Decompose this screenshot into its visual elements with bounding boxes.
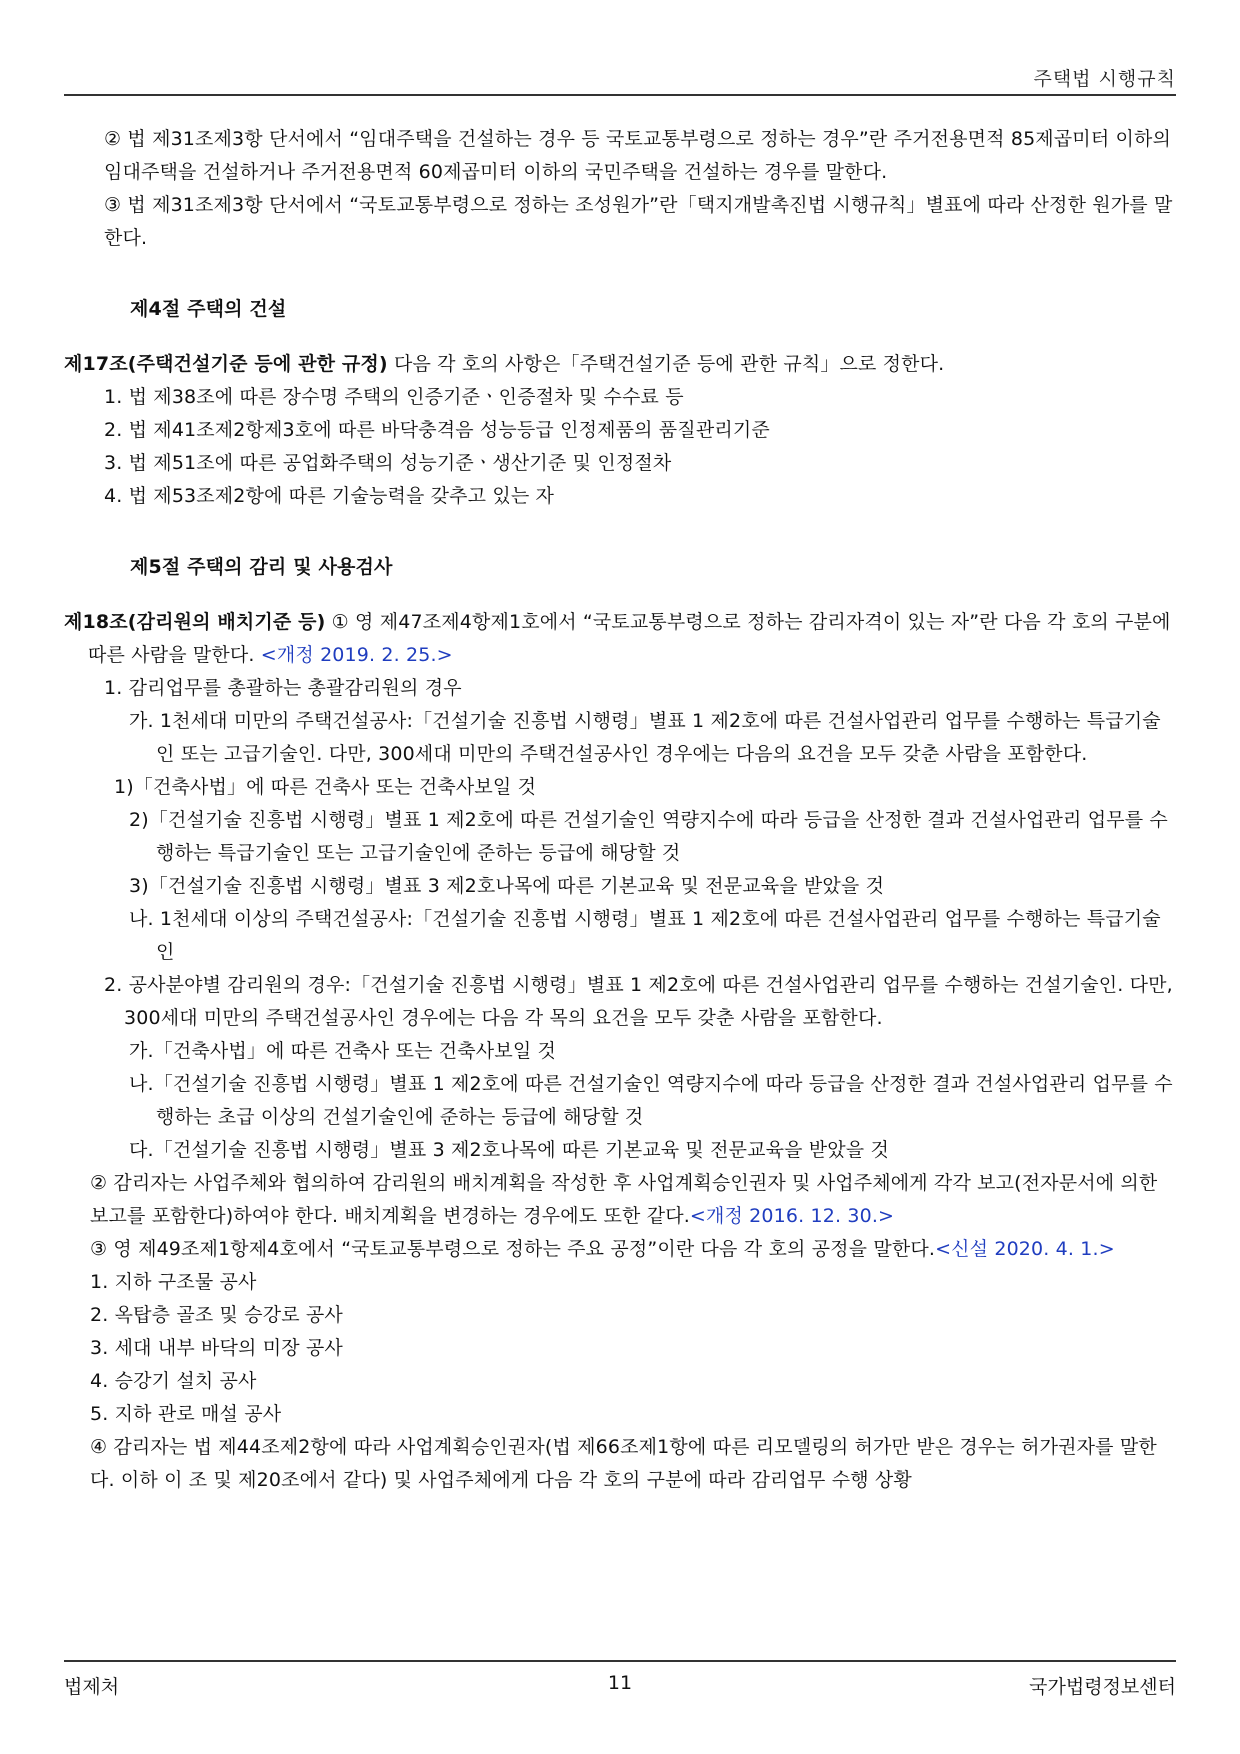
article-18 — [64, 606, 1176, 672]
footer-source: 국가법령정보센터 — [1029, 1676, 1176, 1698]
paragraph-3: ③ 법 제31조제3항 단서에서 “국토교통부령으로 정하는 조성원가”란「택지개발촉진법 시행규칙」별표에 따라 산정한 원가를 말한다. — [104, 194, 1173, 249]
list-item: 4. 승강기 설치 공사 — [90, 1370, 257, 1392]
article-18-text: ① 영 제47조제4항제1호에서 “국토교통부령으로 정하는 감리자격이 있는 자”란 다음 각 호의 구분에 따른 사람을 말한다. — [88, 611, 1171, 666]
paragraph-text: ② 감리자는 사업주체와 협의하여 감리원의 배치계획을 작성한 후 사업계획승인권자 및 사업주체에게 각각 보고(전자문서에 의한 보고를 포함한다)하여야 한다. 배치계획을 변경하는 경우에도 또한 같다. — [90, 1172, 1158, 1227]
amendment-note: <신설 2020. 4. 1.> — [935, 1238, 1115, 1260]
amendment-note: <개정 2019. 2. 25.> — [260, 644, 453, 666]
article-18-title: 제18조(감리원의 배치기준 등) — [64, 611, 326, 633]
sub-item: 다.「건설기술 진흥법 시행령」별표 3 제2호나목에 따른 기본교육 및 전문교육을 받았을 것 — [129, 1139, 889, 1161]
footer-publisher: 법제처 — [64, 1676, 120, 1698]
article-17-text: 다음 각 호의 사항은「주택건설기준 등에 관한 규칙」으로 정한다. — [387, 353, 945, 375]
sub-item: 가. 1천세대 미만의 주택건설공사:「건설기술 진흥법 시행령」별표 1 제2호에 따른 건설사업관리 업무를 수행하는 특급기술인 또는 고급기술인. 다만, 300세대 미만의 주택건설공사인 경우에는 다음의 요건을 모두 갖춘 사람을 포함한다. — [129, 710, 1161, 765]
section-heading-4: 제4절 주택의 건설 — [130, 298, 287, 320]
list-item: 2. 옥탑층 골조 및 승강로 공사 — [90, 1304, 343, 1326]
list-item: 2. 공사분야별 감리원의 경우:「건설기술 진흥법 시행령」별표 1 제2호에 따른 건설사업관리 업무를 수행하는 건설기술인. 다만, 300세대 미만의 주택건설공사인 경우에는 다음 각 목의 요건을 모두 갖춘 사람을 포함한다. — [104, 974, 1173, 1029]
list-item: 1. 감리업무를 총괄하는 총괄감리원의 경우 — [104, 677, 462, 699]
sub-item: 나. 1천세대 이상의 주택건설공사:「건설기술 진흥법 시행령」별표 1 제2호에 따른 건설사업관리 업무를 수행하는 특급기술인 — [129, 908, 1161, 963]
header-divider — [64, 94, 1176, 96]
list-item: 5. 지하 관로 매설 공사 — [90, 1403, 282, 1425]
sub-item: 가.「건축사법」에 따른 건축사 또는 건축사보일 것 — [129, 1040, 557, 1062]
paragraph-text: ③ 영 제49조제1항제4호에서 “국토교통부령으로 정하는 주요 공정”이란 다음 각 호의 공정을 말한다. — [90, 1238, 936, 1260]
article-17-title: 제17조(주택건설기준 등에 관한 규정) — [64, 353, 388, 375]
sub-sub-item: 1)「건축사법」에 따른 건축사 또는 건축사보일 것 — [114, 776, 537, 798]
list-item: 2. 법 제41조제2항제3호에 따른 바닥충격음 성능등급 인정제품의 품질관리기준 — [104, 419, 770, 441]
sub-item: 나.「건설기술 진흥법 시행령」별표 1 제2호에 따른 건설기술인 역량지수에 따라 등급을 산정한 결과 건설사업관리 업무를 수행하는 초급 이상의 건설기술인에 준하는 등급에 해당할 것 — [129, 1073, 1173, 1128]
running-header: 주택법 시행규칙 — [1033, 68, 1176, 90]
amendment-note: <개정 2016. 12. 30.> — [689, 1205, 895, 1227]
list-item: 1. 지하 구조물 공사 — [90, 1271, 257, 1293]
list-item: 3. 세대 내부 바닥의 미장 공사 — [90, 1337, 343, 1359]
list-item: 3. 법 제51조에 따른 공업화주택의 성능기준ㆍ생산기준 및 인정절차 — [104, 452, 672, 474]
paragraph — [64, 1233, 1176, 1266]
paragraph-2: ② 법 제31조제3항 단서에서 “임대주택을 건설하는 경우 등 국토교통부령으로 정하는 경우”란 주거전용면적 85제곱미터 이하의 임대주택을 건설하거나 주거전용면적 60제곱미터 이하의 국민주택을 건설하는 경우를 말한다. — [104, 128, 1172, 183]
sub-sub-item: 3)「건설기술 진흥법 시행령」별표 3 제2호나목에 따른 기본교육 및 전문교육을 받았을 것 — [129, 875, 885, 897]
list-item: 1. 법 제38조에 따른 장수명 주택의 인증기준ㆍ인증절차 및 수수료 등 — [104, 386, 684, 408]
article-17 — [64, 348, 1176, 381]
footer-divider — [64, 1660, 1176, 1662]
document-body — [64, 123, 1176, 1497]
page-number: 11 — [607, 1672, 633, 1694]
paragraph — [64, 1167, 1176, 1233]
section-heading-5: 제5절 주택의 감리 및 사용검사 — [130, 556, 393, 578]
list-item: 4. 법 제53조제2항에 따른 기술능력을 갖추고 있는 자 — [104, 485, 555, 507]
paragraph: ④ 감리자는 법 제44조제2항에 따라 사업계획승인권자(법 제66조제1항에 따른 리모델링의 허가만 받은 경우는 허가권자를 말한다. 이하 이 조 및 제20조에서 같다) 및 사업주체에게 다음 각 호의 구분에 따라 감리업무 수행 상황 — [90, 1436, 1157, 1491]
sub-sub-item: 2)「건설기술 진흥법 시행령」별표 1 제2호에 따른 건설기술인 역량지수에 따라 등급을 산정한 결과 건설사업관리 업무를 수행하는 특급기술인 또는 고급기술인에 준하는 등급에 해당할 것 — [129, 809, 1168, 864]
